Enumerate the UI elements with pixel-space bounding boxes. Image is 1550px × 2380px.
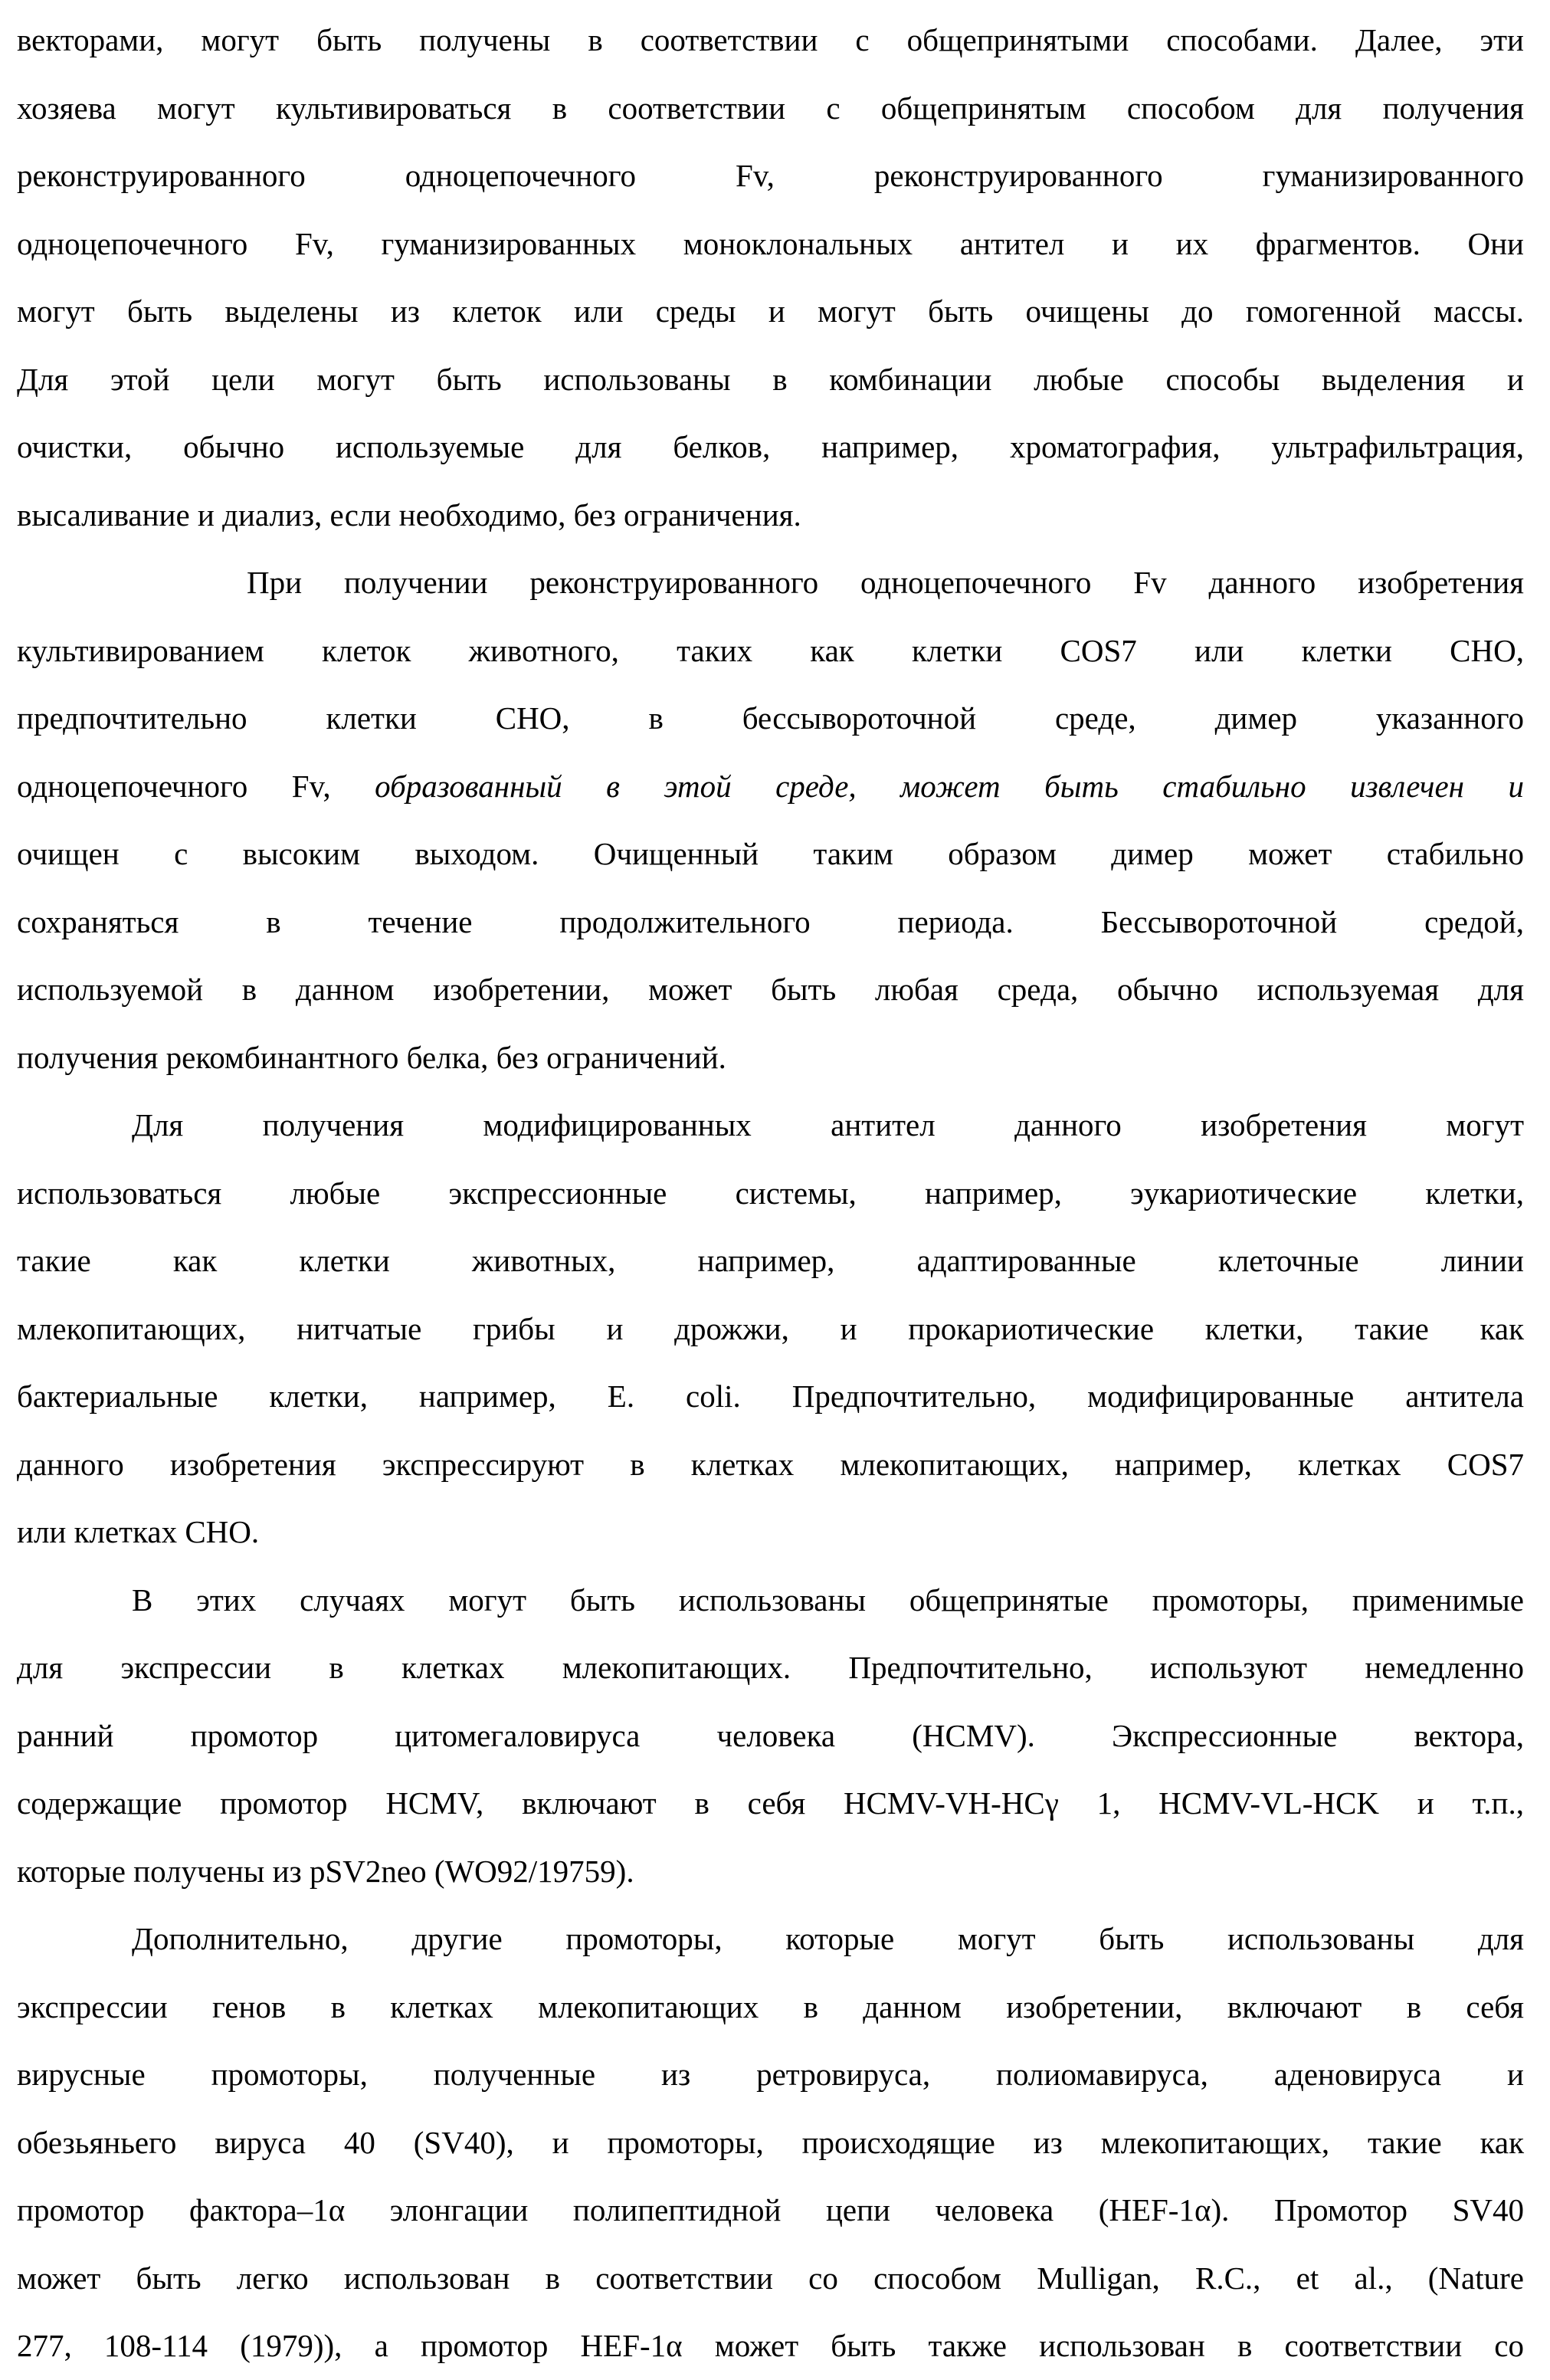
paragraph-2 bbox=[17, 549, 1524, 1091]
paragraph-1 bbox=[17, 6, 1524, 549]
text-line-italic: одноцепочечного Fv, образованный в этой среде, может быть стабильно извлечен и bbox=[17, 768, 1524, 804]
text-line: млекопитающих, нитчатые грибы и дрожжи, и прокариотические клетки, такие как bbox=[17, 1310, 1524, 1346]
text-line: используемой в данном изобретении, может быть любая среда, обычно используемая для bbox=[17, 972, 1524, 1007]
text-line: получения рекомбинантного белка, без ограничений. bbox=[17, 1039, 726, 1075]
text-line: ранний промотор цитомегаловируса человека (HCMV). Экспрессионные вектора, bbox=[17, 1717, 1524, 1753]
text-line: данного изобретения экспрессируют в клетках млекопитающих, например, клетках COS7 bbox=[17, 1446, 1524, 1482]
text-line: которые получены из pSV2neo (WO92/19759). bbox=[17, 1853, 634, 1889]
paragraph-3 bbox=[17, 1091, 1524, 1566]
text-line: такие как клетки животных, например, адаптированные клеточные линии bbox=[17, 1243, 1524, 1278]
text-line: вирусные промоторы, полученные из ретровируса, полиомавируса, аденовируса и bbox=[17, 2057, 1524, 2092]
text-line: использоваться любые экспрессионные системы, например, эукариотические клетки, bbox=[17, 1175, 1524, 1211]
text-line: предпочтительно клетки CHO, в бессывороточной среде, димер указанного bbox=[17, 700, 1524, 736]
text-line: одноцепочечного Fv, гуманизированных моноклональных антител и их фрагментов. Они bbox=[17, 225, 1524, 261]
text-line: культивированием клеток животного, таких как клетки COS7 или клетки CHO, bbox=[17, 632, 1524, 668]
text-line: экспрессии генов в клетках млекопитающих в данном изобретении, включают в себя bbox=[17, 1988, 1524, 2024]
text-line: содержащие промотор HCMV, включают в себя HCMV-VH-HCγ 1, HCMV-VL-HCK и т.п., bbox=[17, 1785, 1524, 1821]
text-line: 277, 108-114 (1979)), а промотор HEF-1α может быть также использован в соответствии со bbox=[17, 2328, 1524, 2363]
text-line: высаливание и диализ, если необходимо, без ограничения. bbox=[17, 497, 801, 533]
paragraph-5 bbox=[17, 1905, 1524, 2380]
text-line: или клетках CHO. bbox=[17, 1514, 260, 1549]
text-line: хозяева могут культивироваться в соответствии с общепринятым способом для получения bbox=[17, 90, 1524, 126]
text-line: В этих случаях могут быть использованы общепринятые промоторы, применимые bbox=[132, 1582, 1524, 1618]
text-line: для экспрессии в клетках млекопитающих. Предпочтительно, используют немедленно bbox=[17, 1650, 1524, 1685]
text-line: Для получения модифицированных антител данного изобретения могут bbox=[132, 1107, 1524, 1142]
text-line: обезьяньего вируса 40 (SV40), и промоторы, происходящие из млекопитающих, такие как bbox=[17, 2124, 1524, 2160]
text-line: сохраняться в течение продолжительного периода. Бессывороточной средой, bbox=[17, 903, 1524, 939]
text-line: может быть легко использован в соответствии со способом Mulligan, R.C., et al., (Nature bbox=[17, 2260, 1524, 2296]
text-line: Для этой цели могут быть использованы в комбинации любые способы выделения и bbox=[17, 361, 1524, 397]
text-line: векторами, могут быть получены в соответствии с общепринятыми способами. Далее, эти bbox=[17, 22, 1524, 57]
text-line: реконструированного одноцепочечного Fv, реконструированного гуманизированного bbox=[17, 158, 1524, 193]
paragraph-4 bbox=[17, 1566, 1524, 1906]
text-line: очистки, обычно используемые для белков, например, хроматография, ультрафильтрация, bbox=[17, 429, 1524, 464]
text-line: промотор фактора–1α элонгации полипептидной цепи человека (HEF-1α). Промотор SV40 bbox=[17, 2192, 1524, 2228]
text-line: могут быть выделены из клеток или среды и могут быть очищены до гомогенной массы. bbox=[17, 293, 1524, 329]
text-line: При получении реконструированного одноцепочечного Fv данного изобретения bbox=[247, 565, 1524, 600]
text-line: бактериальные клетки, например, E. coli. Предпочтительно, модифицированные антитела bbox=[17, 1378, 1524, 1414]
text-line: Дополнительно, другие промоторы, которые могут быть использованы для bbox=[132, 1921, 1524, 1956]
text-line: очищен с высоким выходом. Очищенный таким образом димер может стабильно bbox=[17, 836, 1524, 871]
